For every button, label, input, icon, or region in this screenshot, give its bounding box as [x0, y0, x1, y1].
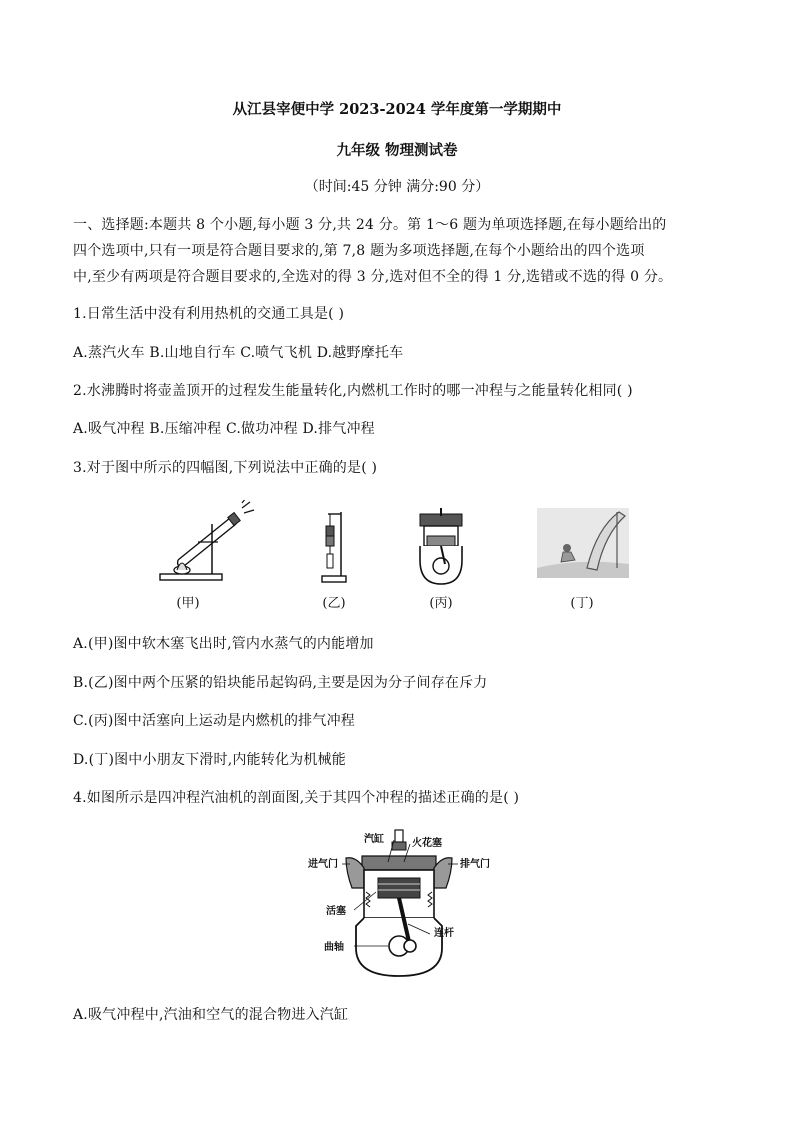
figure-caption-yi: (乙)	[322, 596, 346, 611]
page-subtitle: 九年级 物理测试卷	[336, 142, 458, 159]
label-connecting-rod: 连杆	[434, 928, 454, 939]
section-intro-line-3: 中,至少有两项是符合题目要求的,全选对的得 3 分,选对但不全的得 1 分,选错或不选的得 0 分。	[73, 269, 673, 285]
section-intro-line-2: 四个选项中,只有一项是符合题目要求的,第 7,8 题为多项选择题,在每个小题给出的四个选项	[73, 243, 645, 259]
question-3-option-a: A.(甲)图中软木塞飞出时,管内水蒸气的内能增加	[73, 636, 374, 652]
figure-yi	[318, 508, 348, 586]
figure-caption-ding: (丁)	[570, 596, 594, 611]
label-exhaust-valve: 排气门	[460, 859, 490, 870]
exam-info: （时间:45 分钟 满分:90 分）	[304, 179, 490, 195]
engine-diagram	[306, 826, 498, 982]
label-intake-valve: 进气门	[308, 859, 338, 870]
label-cylinder: 汽缸	[364, 834, 384, 845]
question-4-stem: 4.如图所示是四冲程汽油机的剖面图,关于其四个冲程的描述正确的是( )	[73, 790, 520, 806]
question-2-options: A.吸气冲程 B.压缩冲程 C.做功冲程 D.排气冲程	[73, 421, 375, 437]
question-3-option-b: B.(乙)图中两个压紧的铅块能吊起钩码,主要是因为分子间存在斥力	[73, 675, 488, 691]
question-2-stem: 2.水沸腾时将壶盖顶开的过程发生能量转化,内燃机工作时的哪一冲程与之能量转化相同( )	[73, 383, 633, 399]
question-3-option-c: C.(丙)图中活塞向上运动是内燃机的排气冲程	[73, 713, 355, 729]
question-1-options: A.蒸汽火车 B.山地自行车 C.喷气飞机 D.越野摩托车	[73, 345, 404, 361]
figure-ding	[537, 508, 629, 578]
figure-caption-jia: (甲)	[176, 596, 200, 611]
question-4-option-a: A.吸气冲程中,汽油和空气的混合物进入汽缸	[73, 1007, 349, 1023]
label-piston: 活塞	[326, 906, 346, 917]
section-intro-line-1: 一、选择题:本题共 8 个小题,每小题 3 分,共 24 分。第 1～6 题为单项选择题,在每小题给出的	[73, 217, 667, 233]
page-title: 从江县宰便中学 2023-2024 学年度第一学期期中	[232, 101, 562, 118]
question-3-stem: 3.对于图中所示的四幅图,下列说法中正确的是( )	[73, 460, 378, 476]
question-3-option-d: D.(丁)图中小朋友下滑时,内能转化为机械能	[73, 752, 346, 768]
question-1-stem: 1.日常生活中没有利用热机的交通工具是( )	[73, 306, 345, 322]
figure-caption-bing: (丙)	[429, 596, 453, 611]
figure-jia	[158, 500, 258, 585]
label-crankshaft: 曲轴	[324, 942, 344, 953]
figure-bing	[414, 508, 468, 588]
label-spark-plug: 火花塞	[412, 838, 442, 849]
